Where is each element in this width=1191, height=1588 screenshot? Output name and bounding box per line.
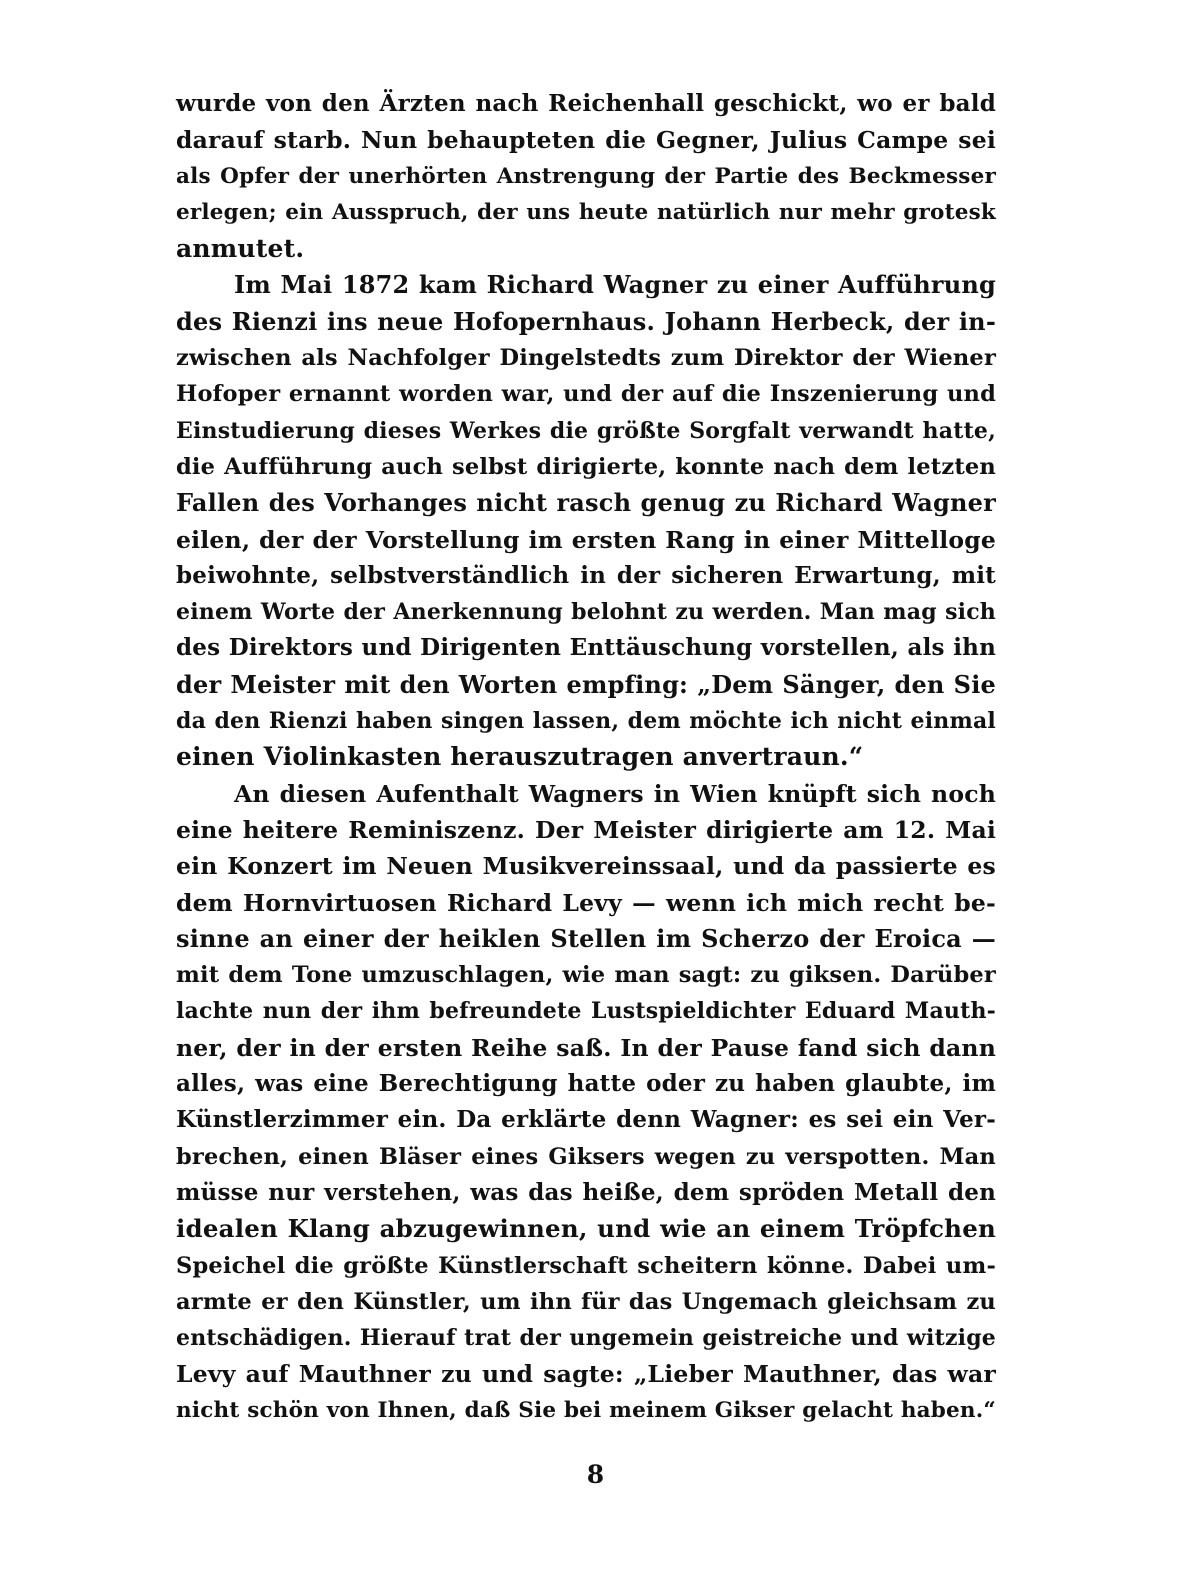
page-number: 8 <box>586 1460 605 1489</box>
text-line: dem Hornvirtuosen Richard Levy — wenn ich mich recht be- <box>176 888 996 917</box>
text-line: nicht schön von Ihnen, daß Sie bei meinem Gikser gelacht haben.“ <box>176 1397 996 1423</box>
text-line: Levy auf Mauthner zu und sagte: „Lieber Mauthner, das war <box>176 1360 996 1389</box>
text-line: brechen, einen Bläser eines Giksers wegen zu verspotten. Man <box>176 1143 996 1170</box>
text-line: ner, der in der ersten Reihe saß. In der Pause fand sich dann <box>176 1033 996 1062</box>
paragraph-3 <box>176 776 996 1429</box>
text-line: der Meister mit den Worten empfing: „Dem Sänger, den Sie <box>176 669 996 699</box>
text-line: Hofoper ernannt worden war, und der auf die Inszenierung und <box>176 381 996 408</box>
text-line: erlegen; ein Ausspruch, der uns heute natürlich nur mehr grotesk <box>176 199 996 225</box>
text-line: sinne an einer der heiklen Stellen im Scherzo der Eroica — <box>176 923 996 953</box>
text-line: die Aufführung auch selbst dirigierte, konnte nach dem letzten <box>176 453 996 480</box>
text-line: als Opfer der unerhörten Anstrengung der Partie des Beckmesser <box>176 163 996 189</box>
text-line: alles, was eine Berechtigung hatte oder zu haben glaubte, im <box>176 1070 996 1098</box>
text-line: des Rienzi ins neue Hofopernhaus. Johann Herbeck, der in- <box>176 306 996 336</box>
body-text <box>176 86 996 1429</box>
text-line: An diesen Aufenthalt Wagners in Wien knüpft sich noch <box>234 779 996 808</box>
text-line: da den Rienzi haben singen lassen, dem möchte ich nicht einmal <box>176 708 996 735</box>
text-line: eine heitere Reminiszenz. Der Meister dirigierte am 12. Mai <box>176 815 996 844</box>
text-line: Im Mai 1872 kam Richard Wagner zu einer Aufführung <box>234 270 996 300</box>
text-line: beiwohnte, selbstverständlich in der sicheren Erwartung, mit <box>176 561 996 589</box>
text-line: zwischen als Nachfolger Dingelstedts zum Direktor der Wiener <box>176 345 996 372</box>
text-line: ein Konzert im Neuen Musikvereinssaal, und da passierte es <box>176 852 996 881</box>
text-line: mit dem Tone umzuschlagen, wie man sagt: zu giksen. Darüber <box>176 962 996 989</box>
text-line: des Direktors und Dirigenten Enttäuschung vorstellen, als ihn <box>176 634 996 662</box>
text-line: Speichel die größte Künstlerschaft scheitern könne. Dabei um- <box>176 1252 996 1279</box>
text-line: müsse nur verstehen, was das heiße, dem spröden Metall den <box>176 1178 996 1206</box>
text-line: darauf starb. Nun behaupteten die Gegner, Julius Campe sei <box>176 126 996 155</box>
text-line: entschädigen. Hierauf trat der ungemein geistreiche und witzige <box>176 1325 996 1352</box>
text-line: wurde von den Ärzten nach Reichenhall geschickt, wo er bald <box>176 90 996 117</box>
text-line: Einstudierung dieses Werkes die größte Sorgfalt verwandt hatte, <box>176 417 996 444</box>
text-line: anmutet. <box>176 234 305 264</box>
text-line: Künstlerzimmer ein. Da erklärte denn Wagner: es sei ein Ver- <box>176 1106 996 1134</box>
text-line: einem Worte der Anerkennung belohnt zu werden. Man mag sich <box>176 599 996 626</box>
text-line: Fallen des Vorhanges nicht rasch genug zu Richard Wagner <box>176 488 996 518</box>
text-line: armte er den Künstler, um ihn für das Ungemach gleichsam zu <box>176 1288 996 1315</box>
paragraph-1 <box>176 86 996 267</box>
paragraph-2 <box>176 267 996 775</box>
text-line: einen Violinkasten herauszutragen anvertraun.“ <box>176 742 864 772</box>
text-line: idealen Klang abzugewinnen, und wie an einem Tröpfchen <box>176 1214 996 1244</box>
text-line: eilen, der der Vorstellung im ersten Rang in einer Mittelloge <box>176 525 996 554</box>
text-line: lachte nun der ihm befreundete Lustspieldichter Eduard Mauth- <box>176 998 996 1025</box>
